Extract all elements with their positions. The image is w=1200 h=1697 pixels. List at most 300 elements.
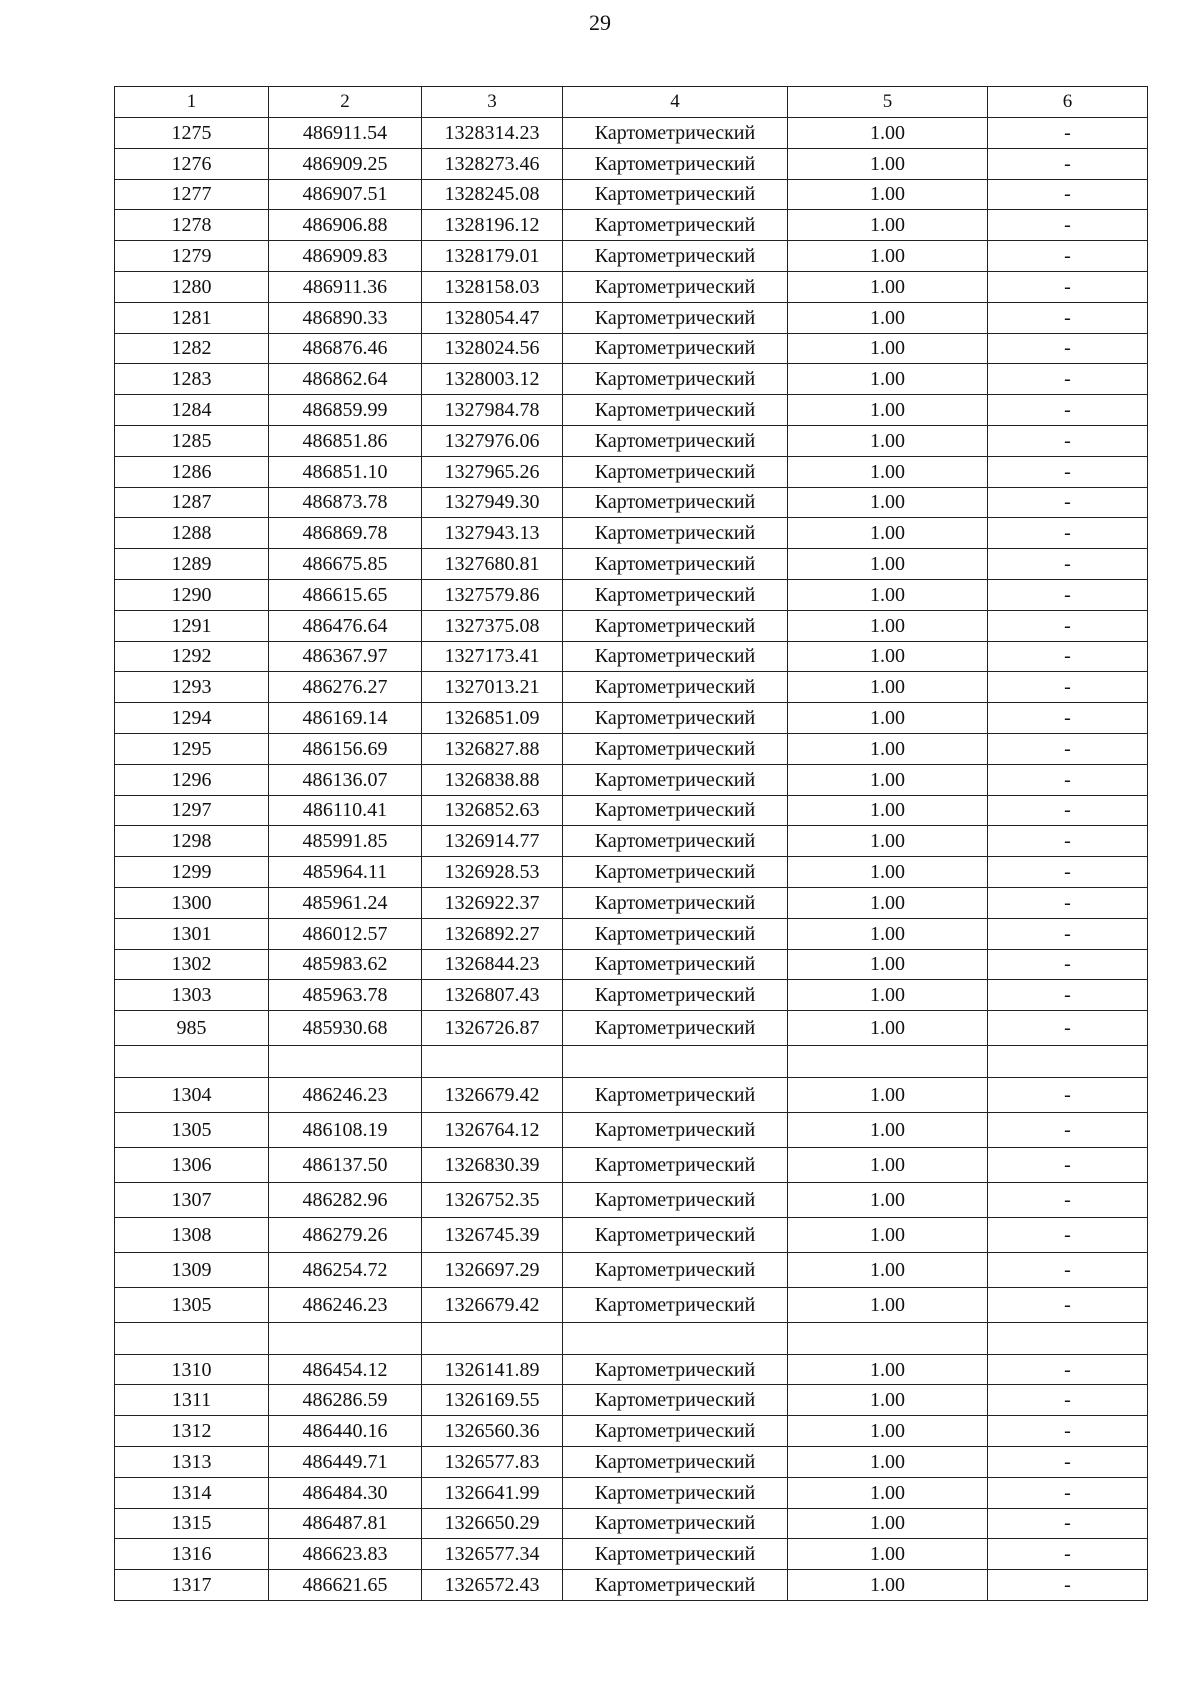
table-cell-col-4: Картометрический [563, 425, 788, 456]
table-cell-col-3: 1328003.12 [422, 364, 563, 395]
table-cell-col-1: 1301 [115, 918, 269, 949]
table-cell-col-1: 1289 [115, 549, 269, 580]
table-row [115, 456, 1148, 487]
table-cell-col-2: 485991.85 [269, 826, 422, 857]
table-cell-col-2: 486012.57 [269, 918, 422, 949]
table-cell-col-4: Картометрический [563, 641, 788, 672]
table-cell-col-2: 485964.11 [269, 857, 422, 888]
table-cell-col-4: Картометрический [563, 1354, 788, 1385]
table-cell-col-5: 1.00 [788, 1112, 988, 1147]
table-cell-col-3: 1326679.42 [422, 1077, 563, 1112]
table-cell-col-6: - [988, 118, 1148, 149]
table-cell-col-6: - [988, 1112, 1148, 1147]
table-cell-col-3: 1326641.99 [422, 1477, 563, 1508]
table-cell-col-6: - [988, 1252, 1148, 1287]
table-cell-col-1: 1310 [115, 1354, 269, 1385]
table-cell-col-4: Картометрический [563, 302, 788, 333]
table-row [115, 487, 1148, 518]
table-cell-col-4: Картометрический [563, 887, 788, 918]
table-cell-col-5: 1.00 [788, 1385, 988, 1416]
table-cell-col-2: 486876.46 [269, 333, 422, 364]
table-cell-col-2: 486282.96 [269, 1182, 422, 1217]
table-row [115, 1447, 1148, 1478]
table-cell-col-3: 1327976.06 [422, 425, 563, 456]
table-cell-col-6: - [988, 826, 1148, 857]
table-cell-col-4: Картометрический [563, 980, 788, 1011]
table-header-row [115, 87, 1148, 118]
table-cell-col-1: 1317 [115, 1570, 269, 1601]
table-cell-col-6: - [988, 1217, 1148, 1252]
table-cell-col-5: 1.00 [788, 179, 988, 210]
table-cell-col-3: 1326928.53 [422, 857, 563, 888]
table-cell-col-2: 486246.23 [269, 1287, 422, 1322]
table-cell-col-1: 1275 [115, 118, 269, 149]
table-spacer-row [115, 1045, 1148, 1077]
coordinates-table-body [115, 87, 1148, 1601]
table-cell-col-1: 1297 [115, 795, 269, 826]
table-cell-col-4: Картометрический [563, 1077, 788, 1112]
table-cell-col-4: Картометрический [563, 764, 788, 795]
table-cell-col-5: 1.00 [788, 1447, 988, 1478]
table-cell-col-3: 1327949.30 [422, 487, 563, 518]
table-cell-col-4: Картометрический [563, 1217, 788, 1252]
table-cell-col-2: 486367.97 [269, 641, 422, 672]
table-cell-col-4: Картометрический [563, 148, 788, 179]
table-cell-col-6: - [988, 1011, 1148, 1046]
table-row [115, 610, 1148, 641]
table-row [115, 302, 1148, 333]
table-cell-col-1: 1314 [115, 1477, 269, 1508]
table-cell-col-3: 1326572.43 [422, 1570, 563, 1601]
table-cell-col-3: 1326726.87 [422, 1011, 563, 1046]
table-cell-col-3: 1326745.39 [422, 1217, 563, 1252]
table-cell-col-1: 1294 [115, 703, 269, 734]
table-cell-col-2 [269, 1045, 422, 1077]
table-cell-col-2: 486286.59 [269, 1385, 422, 1416]
table-cell-col-4: Картометрический [563, 672, 788, 703]
table-cell-col-1: 1286 [115, 456, 269, 487]
table-cell-col-2: 486169.14 [269, 703, 422, 734]
table-cell-col-2: 486873.78 [269, 487, 422, 518]
table-row [115, 1385, 1148, 1416]
table-cell-col-4: Картометрический [563, 1147, 788, 1182]
table-cell-col-3: 1327984.78 [422, 395, 563, 426]
table-cell-col-6: - [988, 672, 1148, 703]
table-row [115, 549, 1148, 580]
table-cell-col-5: 1.00 [788, 1354, 988, 1385]
table-cell-col-6: - [988, 980, 1148, 1011]
table-cell-col-1: 1308 [115, 1217, 269, 1252]
table-cell-col-2: 486909.25 [269, 148, 422, 179]
table-cell-col-4: Картометрический [563, 733, 788, 764]
table-cell-col-3: 1326830.39 [422, 1147, 563, 1182]
table-cell-col-6: - [988, 456, 1148, 487]
table-cell-col-3: 1328179.01 [422, 241, 563, 272]
table-cell-col-6: - [988, 1508, 1148, 1539]
table-cell-col-2: 486487.81 [269, 1508, 422, 1539]
header-cell: 2 [269, 87, 422, 118]
table-cell-col-4: Картометрический [563, 1477, 788, 1508]
table-cell-col-6: - [988, 302, 1148, 333]
table-cell-col-4: Картометрический [563, 179, 788, 210]
table-cell-col-3: 1326679.42 [422, 1287, 563, 1322]
table-cell-col-4: Картометрический [563, 1385, 788, 1416]
table-cell-col-6: - [988, 641, 1148, 672]
table-cell-col-1: 1305 [115, 1287, 269, 1322]
table-cell-col-3: 1326764.12 [422, 1112, 563, 1147]
table-cell-col-1: 1296 [115, 764, 269, 795]
table-cell-col-5: 1.00 [788, 1217, 988, 1252]
table-row [115, 1252, 1148, 1287]
table-row [115, 148, 1148, 179]
table-cell-col-5: 1.00 [788, 425, 988, 456]
table-cell-col-3: 1328196.12 [422, 210, 563, 241]
table-row [115, 980, 1148, 1011]
table-cell-col-1: 1287 [115, 487, 269, 518]
table-cell-col-3: 1326577.34 [422, 1539, 563, 1570]
table-cell-col-1: 1305 [115, 1112, 269, 1147]
table-cell-col-2: 486246.23 [269, 1077, 422, 1112]
table-cell-col-1: 1288 [115, 518, 269, 549]
table-cell-col-2: 486108.19 [269, 1112, 422, 1147]
table-cell-col-2: 486851.10 [269, 456, 422, 487]
table-cell-col-5: 1.00 [788, 826, 988, 857]
table-cell-col-6: - [988, 733, 1148, 764]
table-cell-col-3: 1326851.09 [422, 703, 563, 734]
table-cell-col-5: 1.00 [788, 549, 988, 580]
table-cell-col-1: 1283 [115, 364, 269, 395]
table-cell-col-5: 1.00 [788, 887, 988, 918]
table-cell-col-3: 1327375.08 [422, 610, 563, 641]
table-cell-col-6: - [988, 333, 1148, 364]
table-cell-col-1: 1278 [115, 210, 269, 241]
table-cell-col-4 [563, 1045, 788, 1077]
header-cell: 6 [988, 87, 1148, 118]
table-row [115, 1354, 1148, 1385]
table-cell-col-5: 1.00 [788, 610, 988, 641]
table-cell-col-2: 486276.27 [269, 672, 422, 703]
table-cell-col-4: Картометрический [563, 1182, 788, 1217]
table-cell-col-5: 1.00 [788, 949, 988, 980]
table-row [115, 179, 1148, 210]
table-cell-col-3: 1328158.03 [422, 271, 563, 302]
table-cell-col-6 [988, 1045, 1148, 1077]
table-cell-col-1: 1280 [115, 271, 269, 302]
table-cell-col-4: Картометрический [563, 949, 788, 980]
table-row [115, 118, 1148, 149]
header-cell: 3 [422, 87, 563, 118]
table-cell-col-2: 485963.78 [269, 980, 422, 1011]
table-cell-col-1 [115, 1322, 269, 1354]
table-cell-col-3: 1327173.41 [422, 641, 563, 672]
header-cell: 4 [563, 87, 788, 118]
table-cell-col-5 [788, 1045, 988, 1077]
table-cell-col-5: 1.00 [788, 1077, 988, 1112]
table-cell-col-4: Картометрический [563, 1252, 788, 1287]
table-cell-col-1: 1281 [115, 302, 269, 333]
table-row [115, 1539, 1148, 1570]
table-cell-col-6: - [988, 579, 1148, 610]
table-cell-col-6: - [988, 703, 1148, 734]
table-cell-col-3 [422, 1322, 563, 1354]
table-cell-col-3: 1327965.26 [422, 456, 563, 487]
table-cell-col-5: 1.00 [788, 210, 988, 241]
table-cell-col-4: Картометрический [563, 333, 788, 364]
table-cell-col-4: Картометрический [563, 118, 788, 149]
table-cell-col-3: 1328273.46 [422, 148, 563, 179]
table-cell-col-2: 486906.88 [269, 210, 422, 241]
table-cell-col-4: Картометрический [563, 918, 788, 949]
table-cell-col-3: 1326807.43 [422, 980, 563, 1011]
table-cell-col-1: 1277 [115, 179, 269, 210]
table-cell-col-2 [269, 1322, 422, 1354]
table-cell-col-4: Картометрический [563, 1416, 788, 1447]
table-cell-col-2: 485961.24 [269, 887, 422, 918]
table-cell-col-3: 1326577.83 [422, 1447, 563, 1478]
table-cell-col-6: - [988, 1147, 1148, 1182]
table-row [115, 826, 1148, 857]
table-cell-col-1: 1311 [115, 1385, 269, 1416]
table-cell-col-3: 1326914.77 [422, 826, 563, 857]
table-cell-col-4: Картометрический [563, 241, 788, 272]
table-cell-col-4: Картометрический [563, 210, 788, 241]
table-row [115, 1112, 1148, 1147]
table-cell-col-2: 486454.12 [269, 1354, 422, 1385]
table-cell-col-3: 1326650.29 [422, 1508, 563, 1539]
table-cell-col-6: - [988, 210, 1148, 241]
table-cell-col-6: - [988, 610, 1148, 641]
table-cell-col-3: 1326844.23 [422, 949, 563, 980]
table-cell-col-1: 1309 [115, 1252, 269, 1287]
table-cell-col-6: - [988, 887, 1148, 918]
header-cell: 1 [115, 87, 269, 118]
table-cell-col-1: 1316 [115, 1539, 269, 1570]
table-cell-col-5: 1.00 [788, 1182, 988, 1217]
table-row [115, 395, 1148, 426]
table-cell-col-5 [788, 1322, 988, 1354]
table-cell-col-6: - [988, 1077, 1148, 1112]
table-cell-col-6: - [988, 949, 1148, 980]
table-cell-col-4: Картометрический [563, 364, 788, 395]
table-cell-col-5: 1.00 [788, 641, 988, 672]
table-cell-col-5: 1.00 [788, 857, 988, 888]
table-row [115, 795, 1148, 826]
table-cell-col-1: 1315 [115, 1508, 269, 1539]
table-cell-col-2: 486911.54 [269, 118, 422, 149]
table-cell-col-1: 1284 [115, 395, 269, 426]
table-cell-col-1: 1313 [115, 1447, 269, 1478]
table-row [115, 210, 1148, 241]
table-row [115, 1217, 1148, 1252]
table-cell-col-5: 1.00 [788, 364, 988, 395]
table-cell-col-3: 1326852.63 [422, 795, 563, 826]
table-cell-col-5: 1.00 [788, 1252, 988, 1287]
table-cell-col-1: 1300 [115, 887, 269, 918]
table-cell-col-2: 486911.36 [269, 271, 422, 302]
table-cell-col-1: 1285 [115, 425, 269, 456]
table-cell-col-4: Картометрический [563, 826, 788, 857]
table-cell-col-5: 1.00 [788, 1147, 988, 1182]
table-cell-col-6: - [988, 487, 1148, 518]
table-cell-col-3 [422, 1045, 563, 1077]
table-cell-col-2: 486137.50 [269, 1147, 422, 1182]
table-cell-col-4: Картометрический [563, 1447, 788, 1478]
table-cell-col-5: 1.00 [788, 395, 988, 426]
table-cell-col-2: 486621.65 [269, 1570, 422, 1601]
table-cell-col-2: 486440.16 [269, 1416, 422, 1447]
table-cell-col-2: 486859.99 [269, 395, 422, 426]
table-cell-col-4: Картометрический [563, 518, 788, 549]
table-cell-col-6 [988, 1322, 1148, 1354]
table-cell-col-5: 1.00 [788, 672, 988, 703]
table-cell-col-3: 1326752.35 [422, 1182, 563, 1217]
table-cell-col-4: Картометрический [563, 549, 788, 580]
table-cell-col-5: 1.00 [788, 487, 988, 518]
coordinates-table [114, 86, 1148, 1601]
table-row [115, 918, 1148, 949]
table-cell-col-4: Картометрический [563, 857, 788, 888]
table-row [115, 518, 1148, 549]
table-cell-col-4: Картометрический [563, 1287, 788, 1322]
table-cell-col-4: Картометрический [563, 395, 788, 426]
table-cell-col-1: 1295 [115, 733, 269, 764]
table-cell-col-3: 1326892.27 [422, 918, 563, 949]
table-cell-col-2: 486851.86 [269, 425, 422, 456]
table-cell-col-4: Картометрический [563, 579, 788, 610]
table-cell-col-6: - [988, 1447, 1148, 1478]
table-cell-col-4: Картометрический [563, 703, 788, 734]
table-cell-col-5: 1.00 [788, 795, 988, 826]
table-cell-col-6: - [988, 764, 1148, 795]
table-cell-col-2: 486279.26 [269, 1217, 422, 1252]
table-cell-col-2: 486890.33 [269, 302, 422, 333]
table-cell-col-5: 1.00 [788, 1287, 988, 1322]
table-cell-col-4: Картометрический [563, 1570, 788, 1601]
table-cell-col-1: 1298 [115, 826, 269, 857]
table-cell-col-2: 486907.51 [269, 179, 422, 210]
table-cell-col-6: - [988, 518, 1148, 549]
table-cell-col-3: 1326838.88 [422, 764, 563, 795]
table-cell-col-4 [563, 1322, 788, 1354]
table-cell-col-6: - [988, 549, 1148, 580]
table-cell-col-6: - [988, 271, 1148, 302]
table-cell-col-3: 1326697.29 [422, 1252, 563, 1287]
table-cell-col-2: 486110.41 [269, 795, 422, 826]
table-cell-col-6: - [988, 425, 1148, 456]
table-cell-col-3: 1326141.89 [422, 1354, 563, 1385]
table-cell-col-6: - [988, 148, 1148, 179]
table-cell-col-5: 1.00 [788, 456, 988, 487]
table-cell-col-5: 1.00 [788, 1570, 988, 1601]
table-cell-col-1: 1307 [115, 1182, 269, 1217]
table-cell-col-4: Картометрический [563, 1112, 788, 1147]
table-cell-col-4: Картометрический [563, 1011, 788, 1046]
table-row [115, 672, 1148, 703]
table-cell-col-2: 486156.69 [269, 733, 422, 764]
table-cell-col-5: 1.00 [788, 518, 988, 549]
table-cell-col-6: - [988, 395, 1148, 426]
table-cell-col-5: 1.00 [788, 764, 988, 795]
table-cell-col-6: - [988, 1385, 1148, 1416]
table-cell-col-1: 1279 [115, 241, 269, 272]
table-cell-col-1: 1312 [115, 1416, 269, 1447]
table-cell-col-2: 486484.30 [269, 1477, 422, 1508]
table-row [115, 733, 1148, 764]
table-row [115, 764, 1148, 795]
table-cell-col-3: 1326922.37 [422, 887, 563, 918]
table-cell-col-1: 1304 [115, 1077, 269, 1112]
table-row [115, 1287, 1148, 1322]
table-cell-col-4: Картометрический [563, 456, 788, 487]
table-row [115, 1077, 1148, 1112]
table-row [115, 425, 1148, 456]
table-cell-col-5: 1.00 [788, 918, 988, 949]
table-cell-col-1: 1302 [115, 949, 269, 980]
table-cell-col-2: 486449.71 [269, 1447, 422, 1478]
table-cell-col-5: 1.00 [788, 333, 988, 364]
table-row [115, 857, 1148, 888]
table-row [115, 641, 1148, 672]
header-cell: 5 [788, 87, 988, 118]
table-cell-col-4: Картометрический [563, 795, 788, 826]
table-cell-col-2: 486476.64 [269, 610, 422, 641]
table-row [115, 1477, 1148, 1508]
table-row [115, 271, 1148, 302]
table-row [115, 887, 1148, 918]
table-row [115, 1570, 1148, 1601]
table-cell-col-6: - [988, 1287, 1148, 1322]
table-row [115, 364, 1148, 395]
table-row [115, 1147, 1148, 1182]
table-cell-col-3: 1327579.86 [422, 579, 563, 610]
table-cell-col-6: - [988, 1182, 1148, 1217]
table-cell-col-3: 1328024.56 [422, 333, 563, 364]
table-cell-col-6: - [988, 241, 1148, 272]
table-row [115, 1011, 1148, 1046]
table-cell-col-1: 1299 [115, 857, 269, 888]
table-cell-col-1: 1290 [115, 579, 269, 610]
table-cell-col-1: 1303 [115, 980, 269, 1011]
table-cell-col-2: 486869.78 [269, 518, 422, 549]
table-row [115, 241, 1148, 272]
table-cell-col-4: Картометрический [563, 610, 788, 641]
table-cell-col-5: 1.00 [788, 579, 988, 610]
table-cell-col-5: 1.00 [788, 1508, 988, 1539]
table-cell-col-6: - [988, 918, 1148, 949]
table-cell-col-5: 1.00 [788, 1011, 988, 1046]
table-cell-col-3: 1326827.88 [422, 733, 563, 764]
table-cell-col-2: 486615.65 [269, 579, 422, 610]
page-number: 29 [589, 10, 611, 35]
table-cell-col-6: - [988, 795, 1148, 826]
table-cell-col-1: 1306 [115, 1147, 269, 1182]
table-spacer-row [115, 1322, 1148, 1354]
table-cell-col-1: 1291 [115, 610, 269, 641]
table-cell-col-3: 1328054.47 [422, 302, 563, 333]
table-cell-col-2: 486136.07 [269, 764, 422, 795]
table-cell-col-5: 1.00 [788, 148, 988, 179]
table-row [115, 333, 1148, 364]
table-cell-col-5: 1.00 [788, 302, 988, 333]
table-cell-col-5: 1.00 [788, 1477, 988, 1508]
table-cell-col-6: - [988, 364, 1148, 395]
table-cell-col-1: 1276 [115, 148, 269, 179]
table-cell-col-5: 1.00 [788, 271, 988, 302]
table-cell-col-5: 1.00 [788, 980, 988, 1011]
table-cell-col-6: - [988, 179, 1148, 210]
table-cell-col-1: 985 [115, 1011, 269, 1046]
table-cell-col-3: 1328245.08 [422, 179, 563, 210]
